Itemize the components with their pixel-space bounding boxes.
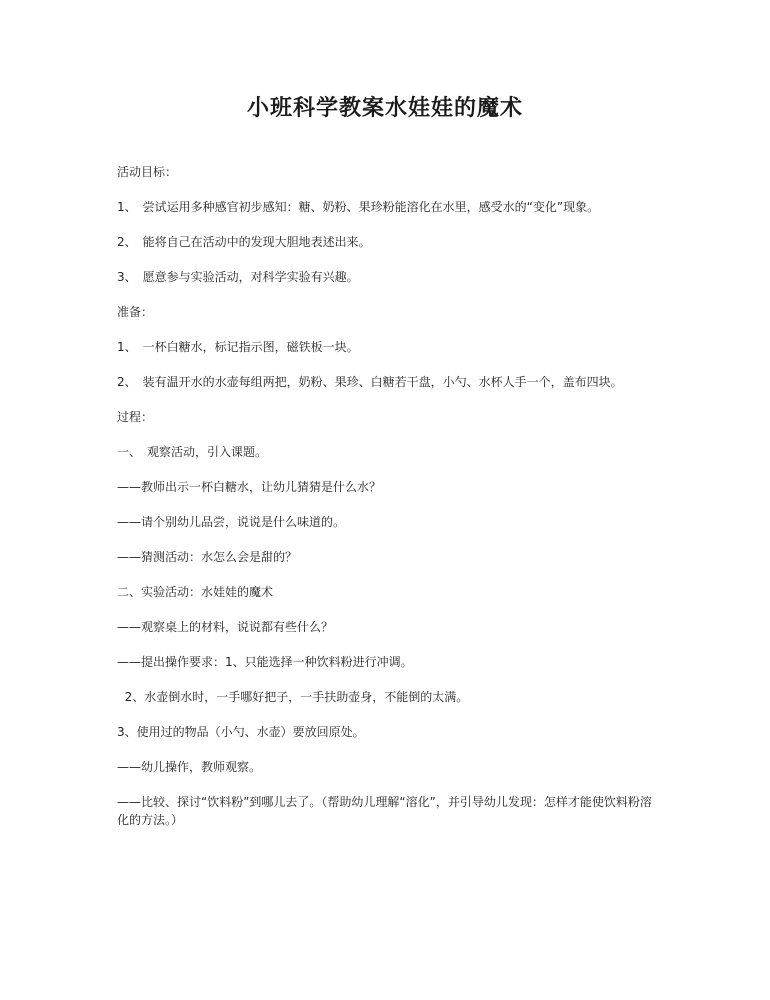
process-line: ——提出操作要求：1、只能选择一种饮料粉进行冲调。 [117,655,413,669]
process-line: ——比较、探讨“饮料粉”到哪儿去了。（帮助幼儿理解“溶化”，并引导幼儿发现：怎样才能使饮料粉溶化的方法。） [117,795,652,827]
process-step-1: 一、 观察活动，引入课题。 [117,445,268,459]
document-body [117,163,657,846]
section-heading-goals: 活动目标： [117,165,178,179]
document-title: 小班科学教案水娃娃的魔术 [246,95,523,121]
goal-item-1: 1、 尝试运用多种感官初步感知：糖、奶粉、果珍粉能溶化在水里，感受水的“变化”现象。 [117,200,600,214]
process-line: ——请个别幼儿品尝，说说是什么味道的。 [117,515,346,529]
prep-item-2: 2、 装有温开水的水壶每组两把，奶粉、果珍、白糖若干盘，小勺、水杯人手一个，盖布四块。 [117,375,623,389]
goal-item-2: 2、 能将自己在活动中的发现大胆地表述出来。 [117,235,371,249]
process-line: ——猜测活动：水怎么会是甜的？ [117,550,298,564]
prep-item-1: 1、 一杯白糖水，标记指示图，磁铁板一块。 [117,340,359,354]
process-line: ——教师出示一杯白糖水，让幼儿猜猜是什么水？ [117,480,382,494]
process-line: ——幼儿操作，教师观察。 [117,760,262,774]
process-line: ——观察桌上的材料，说说都有些什么？ [117,620,334,634]
process-line: 3、使用过的物品（小勺、水壶）要放回原处。 [117,725,365,739]
section-heading-preparation: 准备： [117,305,154,319]
process-line: 2、水壶倒水时，一手哪好把子，一手扶助壶身，不能倒的太满。 [117,690,469,704]
section-heading-process: 过程： [117,410,154,424]
goal-item-3: 3、 愿意参与实验活动，对科学实验有兴趣。 [117,270,359,284]
process-step-2: 二、实验活动：水娃娃的魔术 [117,585,274,599]
